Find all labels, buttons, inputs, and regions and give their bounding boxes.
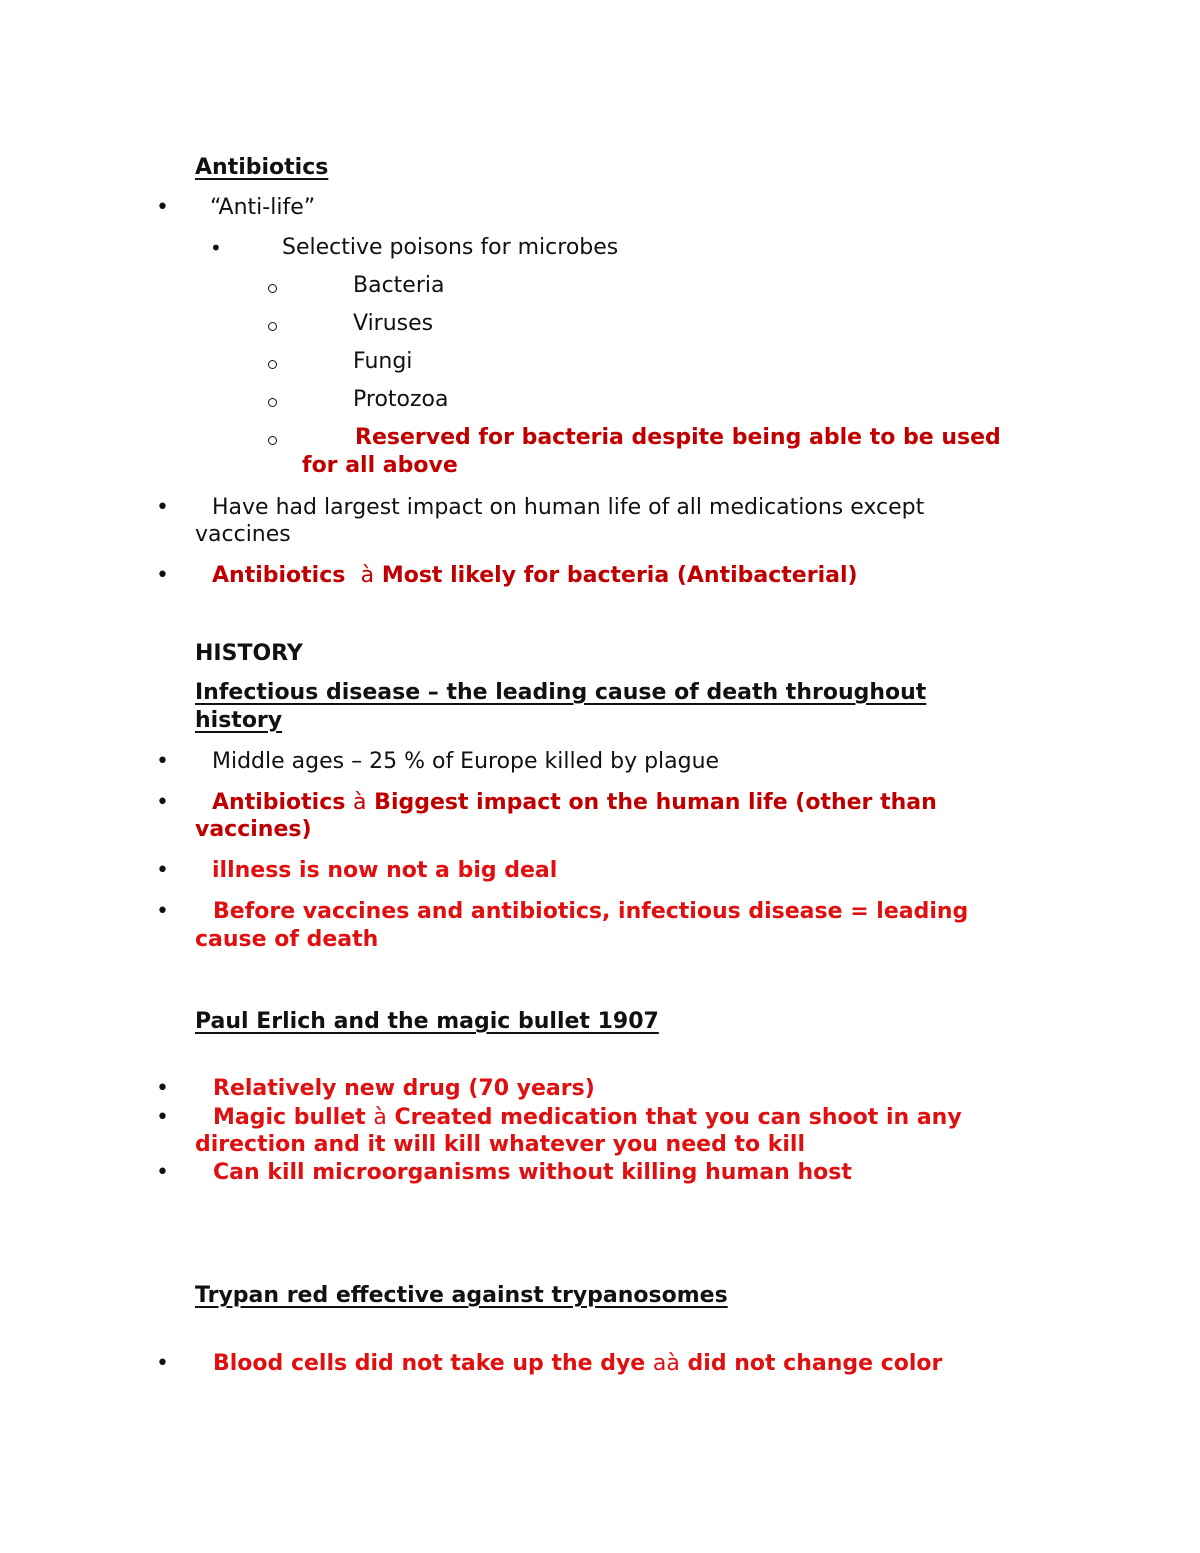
- microbe-protozoa: Protozoa: [353, 387, 449, 412]
- bullet-icon: •: [156, 1351, 169, 1376]
- heading-paul-erlich: Paul Erlich and the magic bullet 1907: [195, 1009, 659, 1034]
- magic-bullet-part-b: Created medication that you can shoot in any: [394, 1105, 962, 1130]
- largest-impact-text: Have had largest impact on human life of all medications except: [212, 495, 925, 520]
- bullet-icon: •: [156, 899, 169, 924]
- circle-bullet-icon: [268, 322, 277, 331]
- middle-ages-text: Middle ages – 25 % of Europe killed by plague: [212, 749, 720, 774]
- bullet-icon: •: [156, 495, 169, 520]
- heading-antibiotics: Antibiotics: [195, 155, 329, 180]
- subheading-infectious-disease-cont: history: [195, 708, 283, 733]
- circle-bullet-icon: [268, 360, 277, 369]
- microbe-bacteria: Bacteria: [353, 273, 445, 298]
- biggest-impact-part-a: Antibiotics: [212, 790, 346, 815]
- heading-history: HISTORY: [195, 641, 303, 666]
- microbe-viruses: Viruses: [353, 311, 434, 336]
- anti-life-text: “Anti-life”: [210, 195, 316, 220]
- most-likely-bacteria-text: [212, 562, 858, 590]
- illness-text: illness is now not a big deal: [212, 858, 558, 883]
- arrow-glyph: aà: [652, 1351, 680, 1376]
- magic-bullet-part-a: Magic bullet: [213, 1105, 366, 1130]
- bullet-icon: •: [156, 749, 169, 774]
- most-likely-part-a: Antibiotics: [212, 563, 346, 588]
- blood-cells-part-b: did not change color: [687, 1351, 943, 1376]
- bullet-icon: •: [156, 790, 169, 815]
- bullet-icon: •: [156, 195, 169, 220]
- reserved-for-bacteria-text: Reserved for bacteria despite being able to be used: [355, 425, 1001, 450]
- new-drug-text: Relatively new drug (70 years): [213, 1076, 595, 1101]
- biggest-impact-part-b: Biggest impact on the human life (other than: [374, 790, 937, 815]
- before-vaccines-text: Before vaccines and antibiotics, infectious disease = leading: [213, 899, 969, 924]
- bullet-icon: •: [156, 1105, 169, 1130]
- kill-microorganisms-text: Can kill microorganisms without killing human host: [213, 1160, 852, 1185]
- most-likely-part-b: Most likely for bacteria (Antibacterial): [381, 563, 858, 588]
- biggest-impact-text-cont: vaccines): [195, 817, 312, 842]
- magic-bullet-text-cont: direction and it will kill whatever you need to kill: [195, 1132, 806, 1157]
- bullet-icon: •: [156, 1160, 169, 1185]
- selective-poisons-text: Selective poisons for microbes: [282, 235, 619, 260]
- circle-bullet-icon: [268, 398, 277, 407]
- blood-cells-part-a: Blood cells did not take up the dye: [213, 1351, 646, 1376]
- subheading-infectious-disease: Infectious disease – the leading cause of death throughout: [195, 680, 927, 705]
- biggest-impact-text: [212, 789, 937, 817]
- microbe-fungi: Fungi: [353, 349, 413, 374]
- arrow-glyph: à: [360, 563, 375, 588]
- largest-impact-text-cont: vaccines: [195, 522, 291, 547]
- bullet-icon: •: [210, 236, 222, 260]
- heading-trypan-red: Trypan red effective against trypanosomes: [195, 1283, 728, 1308]
- circle-bullet-icon: [268, 436, 277, 445]
- bullet-icon: •: [156, 563, 169, 588]
- reserved-for-bacteria-text-cont: for all above: [302, 453, 458, 478]
- bullet-icon: •: [156, 858, 169, 883]
- before-vaccines-text-cont: cause of death: [195, 927, 379, 952]
- circle-bullet-icon: [268, 284, 277, 293]
- bullet-icon: •: [156, 1076, 169, 1101]
- arrow-glyph: à: [373, 1105, 387, 1130]
- magic-bullet-text: [213, 1104, 962, 1132]
- arrow-glyph: à: [353, 790, 367, 815]
- blood-cells-text: [213, 1350, 942, 1378]
